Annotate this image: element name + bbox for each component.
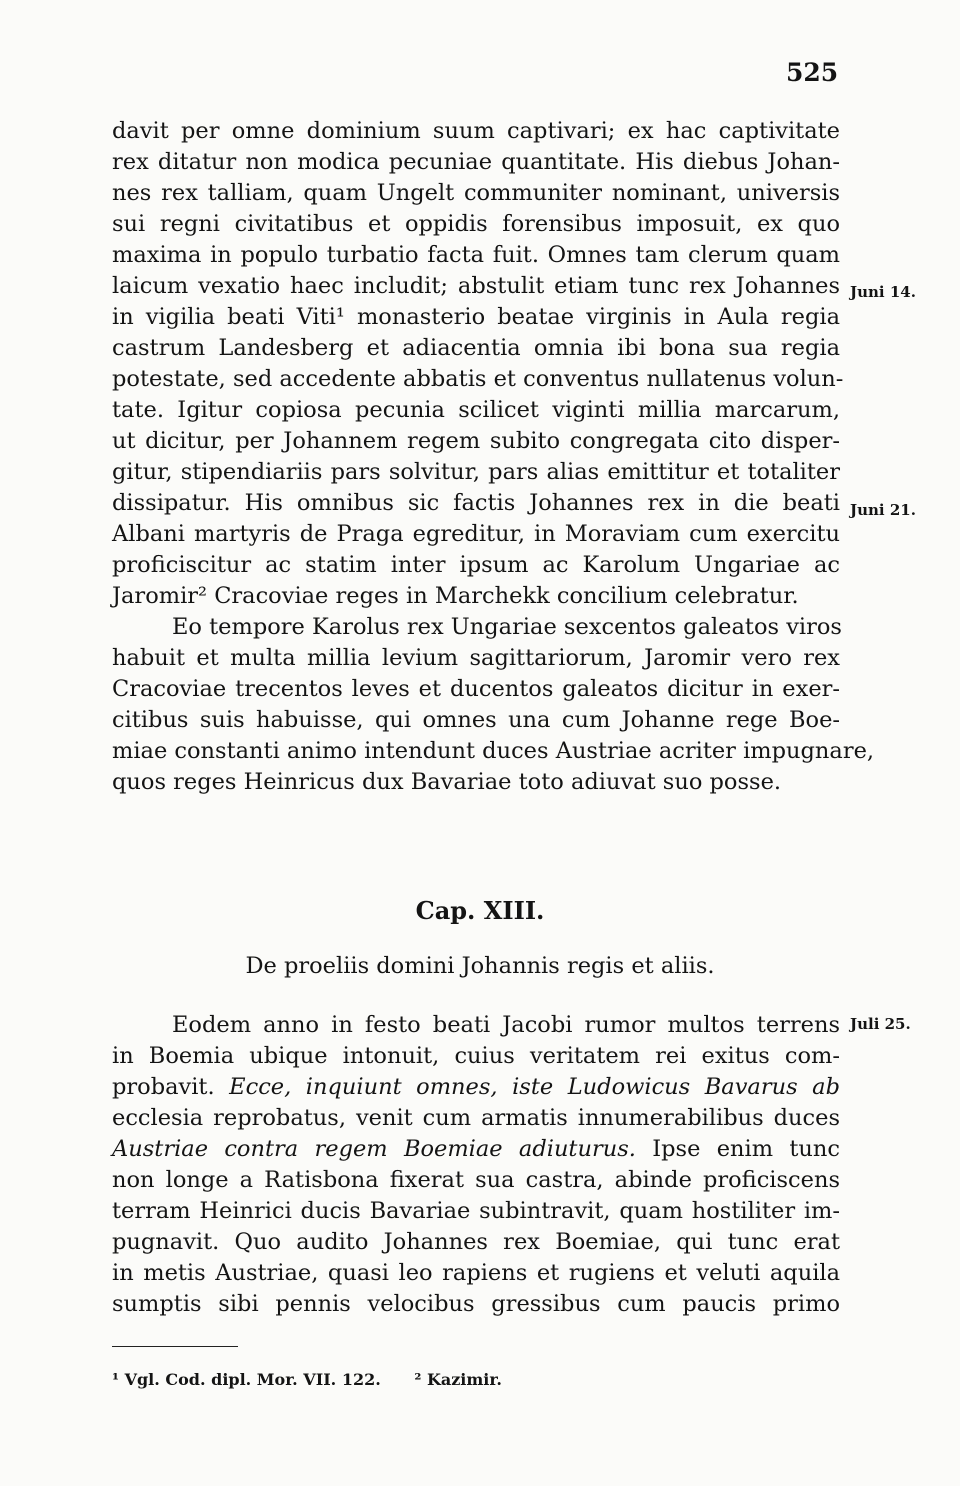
italic-quote: Ecce, inquiunt omnes, iste Ludowicus Bavarus ab — [229, 1074, 840, 1100]
text-line: Jaromir² Cracoviae reges in Marchekk concilium celebratur. — [112, 583, 799, 609]
italic-quote: Austriae contra regem Boemiae adiuturus. — [112, 1136, 636, 1162]
text-line: citibus suis habuisse, qui omnes una cum Johanne rege Boe- — [112, 707, 840, 733]
footnote-2: ² Kazimir. — [414, 1370, 502, 1389]
text-line: tate. Igitur copiosa pecunia scilicet viginti millia marcarum, — [112, 397, 840, 423]
margin-date-juni-21: Juni 21. — [850, 501, 916, 519]
footnote-divider — [112, 1346, 238, 1347]
text-line: ut dicitur, per Johannem regem subito congregata cito disper- — [112, 428, 840, 454]
text-line: Eo tempore Karolus rex Ungariae sexcentos galeatos viros — [172, 614, 842, 640]
text-line: proficiscitur ac statim inter ipsum ac Karolum Ungariae ac — [112, 552, 840, 578]
page-number: 525 — [786, 58, 839, 87]
roman-text: probavit. — [112, 1074, 230, 1100]
chapter-subtitle: De proeliis domini Johannis regis et aliis. — [245, 953, 715, 979]
text-line: non longe a Ratisbona fixerat sua castra, abinde proficiscens — [112, 1167, 840, 1193]
text-line: rex ditatur non modica pecuniae quantitate. His diebus Johan- — [112, 149, 840, 175]
text-line: sui regni civitatibus et oppidis forensibus imposuit, ex quo — [112, 211, 840, 237]
text-line: dissipatur. His omnibus sic factis Johannes rex in die beati — [112, 490, 840, 516]
roman-text: Ipse enim tunc — [635, 1136, 841, 1162]
text-line: nes rex talliam, quam Ungelt communiter nominant, universis — [112, 180, 840, 206]
text-line: terram Heinrici ducis Bavariae subintravit, quam hostiliter im- — [112, 1198, 840, 1224]
text-line: Albani martyris de Praga egreditur, in Moraviam cum exercitu — [112, 521, 840, 547]
paragraph-3 — [112, 1010, 840, 1320]
italic-quote: ecclesia reprobatus, venit cum armatis innumerabilibus duces — [112, 1105, 840, 1131]
text-line: pugnavit. Quo audito Johannes rex Boemiae, qui tunc erat — [112, 1229, 840, 1255]
text-line: potestate, sed accedente abbatis et conventus nullatenus volun- — [112, 366, 844, 392]
footnote-1: ¹ Vgl. Cod. dipl. Mor. VII. 122. — [112, 1370, 381, 1389]
paragraph-2 — [112, 612, 875, 798]
text-line: gitur, stipendiariis pars solvitur, pars alias emittitur et totaliter — [112, 459, 840, 485]
text-line: maxima in populo turbatio facta fuit. Omnes tam clerum quam — [112, 242, 840, 268]
text-line: Eodem anno in festo beati Jacobi rumor multos terrens — [172, 1012, 840, 1038]
margin-date-juli-25: Juli 25. — [850, 1015, 911, 1033]
chapter-title: Cap. XIII. — [415, 896, 545, 925]
text-line: laicum vexatio haec includit; abstulit etiam tunc rex Johannes — [112, 273, 840, 299]
text-line: in Boemia ubique intonuit, cuius veritatem rei exitus com- — [112, 1043, 840, 1069]
text-line: Cracoviae trecentos leves et ducentos galeatos dicitur in exer- — [112, 676, 840, 702]
text-line: in vigilia beati Viti¹ monasterio beatae virginis in Aula regia — [112, 304, 840, 330]
text-line: in metis Austriae, quasi leo rapiens et rugiens et veluti aquila — [112, 1260, 840, 1286]
margin-date-juni-14: Juni 14. — [850, 283, 916, 301]
text-line: sumptis sibi pennis velocibus gressibus cum paucis primo — [112, 1291, 840, 1317]
text-line: davit per omne dominium suum captivari; ex hac captivitate — [112, 118, 840, 144]
text-line: habuit et multa millia levium sagittariorum, Jaromir vero rex — [112, 645, 840, 671]
text-line: quos reges Heinricus dux Bavariae toto adiuvat suo posse. — [112, 769, 782, 795]
text-line: castrum Landesberg et adiacentia omnia ibi bona sua regia — [112, 335, 840, 361]
footnotes — [112, 1370, 530, 1389]
paragraph-1 — [112, 116, 844, 612]
text-line: miae constanti animo intendunt duces Austriae acriter impugnare, — [112, 738, 875, 764]
text-line — [112, 1072, 840, 1103]
text-line — [112, 1134, 840, 1165]
